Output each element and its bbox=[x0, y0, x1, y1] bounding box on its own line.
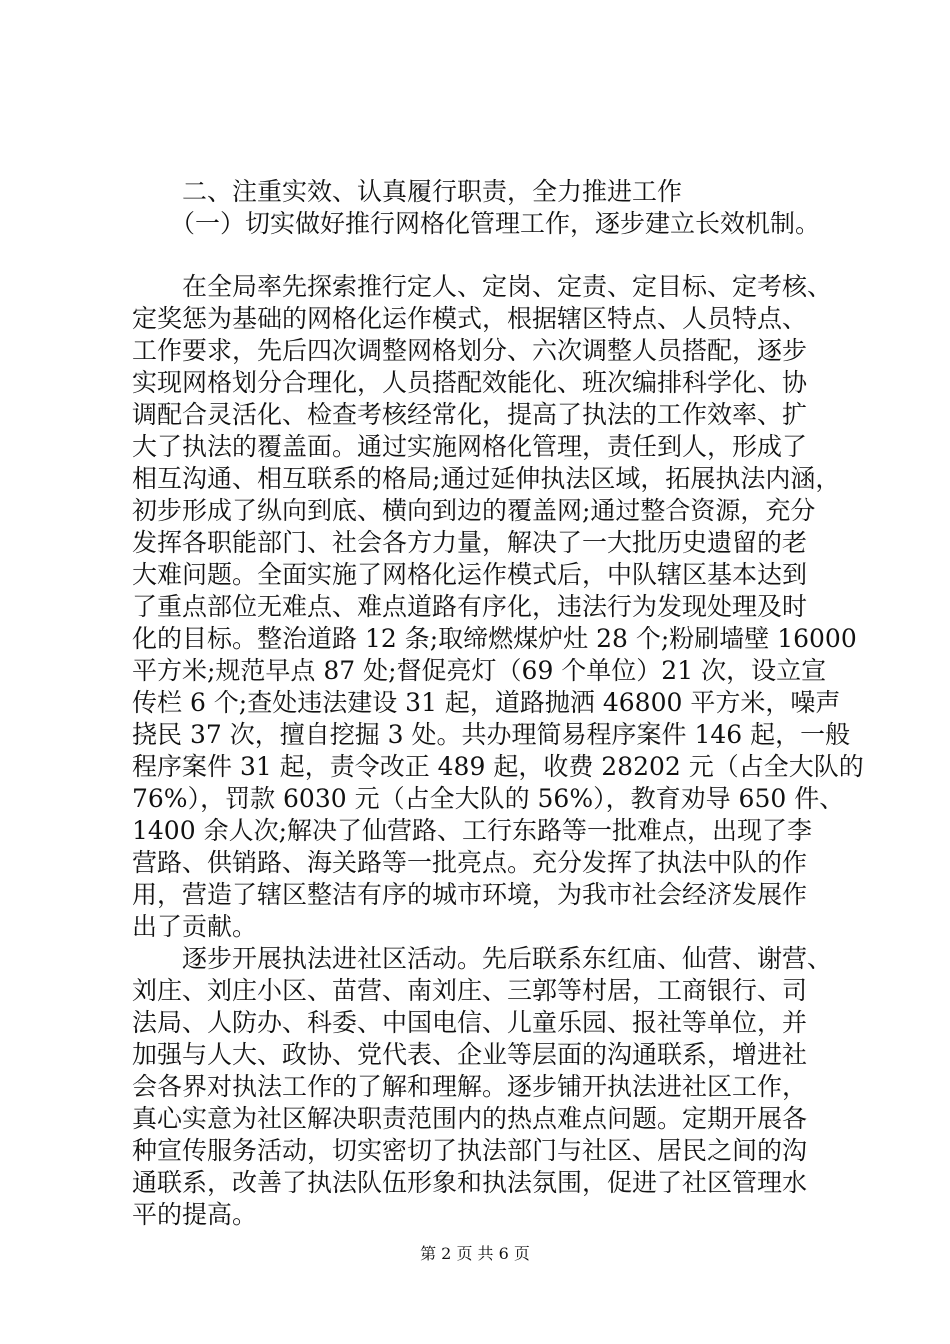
paragraph-line: 出了贡献。 bbox=[132, 912, 258, 941]
paragraph-line: 用，营造了辖区整洁有序的城市环境，为我市社会经济发展作 bbox=[132, 880, 808, 909]
paragraph-line: 定奖惩为基础的网格化运作模式，根据辖区特点、人员特点、 bbox=[132, 304, 808, 333]
paragraph-line: 1400 余人次;解决了仙营路、工行东路等一批难点，出现了李 bbox=[132, 816, 812, 845]
paragraph-line: 传栏 6 个;查处违法建设 31 起，道路抛洒 46800 平方米，噪声 bbox=[132, 688, 841, 717]
paragraph-line: 营路、供销路、海关路等一批亮点。充分发挥了执法中队的作 bbox=[132, 848, 808, 877]
paragraph-line: 相互沟通、相互联系的格局;通过延伸执法区域，拓展执法内涵， bbox=[132, 464, 841, 493]
paragraph-line: 刘庄、刘庄小区、苗营、南刘庄、三郭等村居，工商银行、司 bbox=[132, 976, 808, 1005]
paragraph-line: 种宣传服务活动，切实密切了执法部门与社区、居民之间的沟 bbox=[132, 1136, 808, 1165]
page-number-footer: 第 2 页 共 6 页 bbox=[420, 1244, 530, 1263]
paragraph-line: 大了执法的覆盖面。通过实施网格化管理，责任到人，形成了 bbox=[132, 432, 808, 461]
paragraph-line: 76%），罚款 6030 元（占全大队的 56%），教育劝导 650 件、 bbox=[132, 784, 845, 813]
paragraph-line: 平的提高。 bbox=[132, 1200, 258, 1229]
paragraph-line: 化的目标。整治道路 12 条;取缔燃煤炉灶 28 个;粉刷墙壁 16000 bbox=[132, 624, 857, 653]
paragraph-line: 在全局率先探索推行定人、定岗、定责、定目标、定考核、 bbox=[182, 272, 833, 301]
paragraph-line: 通联系，改善了执法队伍形象和执法氛围，促进了社区管理水 bbox=[132, 1168, 808, 1197]
paragraph-line: 真心实意为社区解决职责范围内的热点难点问题。定期开展各 bbox=[132, 1104, 808, 1133]
paragraph-line: 逐步开展执法进社区活动。先后联系东红庙、仙营、谢营、 bbox=[182, 944, 833, 973]
paragraph-line: 调配合灵活化、检查考核经常化，提高了执法的工作效率、扩 bbox=[132, 400, 808, 429]
paragraph-line: 法局、人防办、科委、中国电信、儿童乐园、报社等单位，并 bbox=[132, 1008, 808, 1037]
paragraph-line: 工作要求，先后四次调整网格划分、六次调整人员搭配，逐步 bbox=[132, 336, 808, 365]
paragraph-line: 程序案件 31 起，责令改正 489 起，收费 28202 元（占全大队的 bbox=[132, 752, 864, 781]
section-heading: 二、注重实效、认真履行职责，全力推进工作 bbox=[182, 177, 683, 206]
subsection-heading: （一）切实做好推行网格化管理工作，逐步建立长效机制。 bbox=[170, 209, 821, 238]
paragraph-line: 大难问题。全面实施了网格化运作模式后，中队辖区基本达到 bbox=[132, 560, 808, 589]
paragraph-line: 挠民 37 次，擅自挖掘 3 处。共办理简易程序案件 146 起，一般 bbox=[132, 720, 851, 749]
paragraph-line: 会各界对执法工作的了解和理解。逐步铺开执法进社区工作， bbox=[132, 1072, 808, 1101]
paragraph-line: 实现网格划分合理化，人员搭配效能化、班次编排科学化、协 bbox=[132, 368, 808, 397]
paragraph-line: 平方米;规范早点 87 处;督促亮灯（69 个单位）21 次，设立宣 bbox=[132, 656, 827, 685]
paragraph-line: 了重点部位无难点、难点道路有序化，违法行为发现处理及时 bbox=[132, 592, 808, 621]
paragraph-line: 发挥各职能部门、社会各方力量，解决了一大批历史遗留的老 bbox=[132, 528, 808, 557]
paragraph-line: 加强与人大、政协、党代表、企业等层面的沟通联系，增进社 bbox=[132, 1040, 808, 1069]
paragraph-line: 初步形成了纵向到底、横向到边的覆盖网;通过整合资源，充分 bbox=[132, 496, 816, 525]
